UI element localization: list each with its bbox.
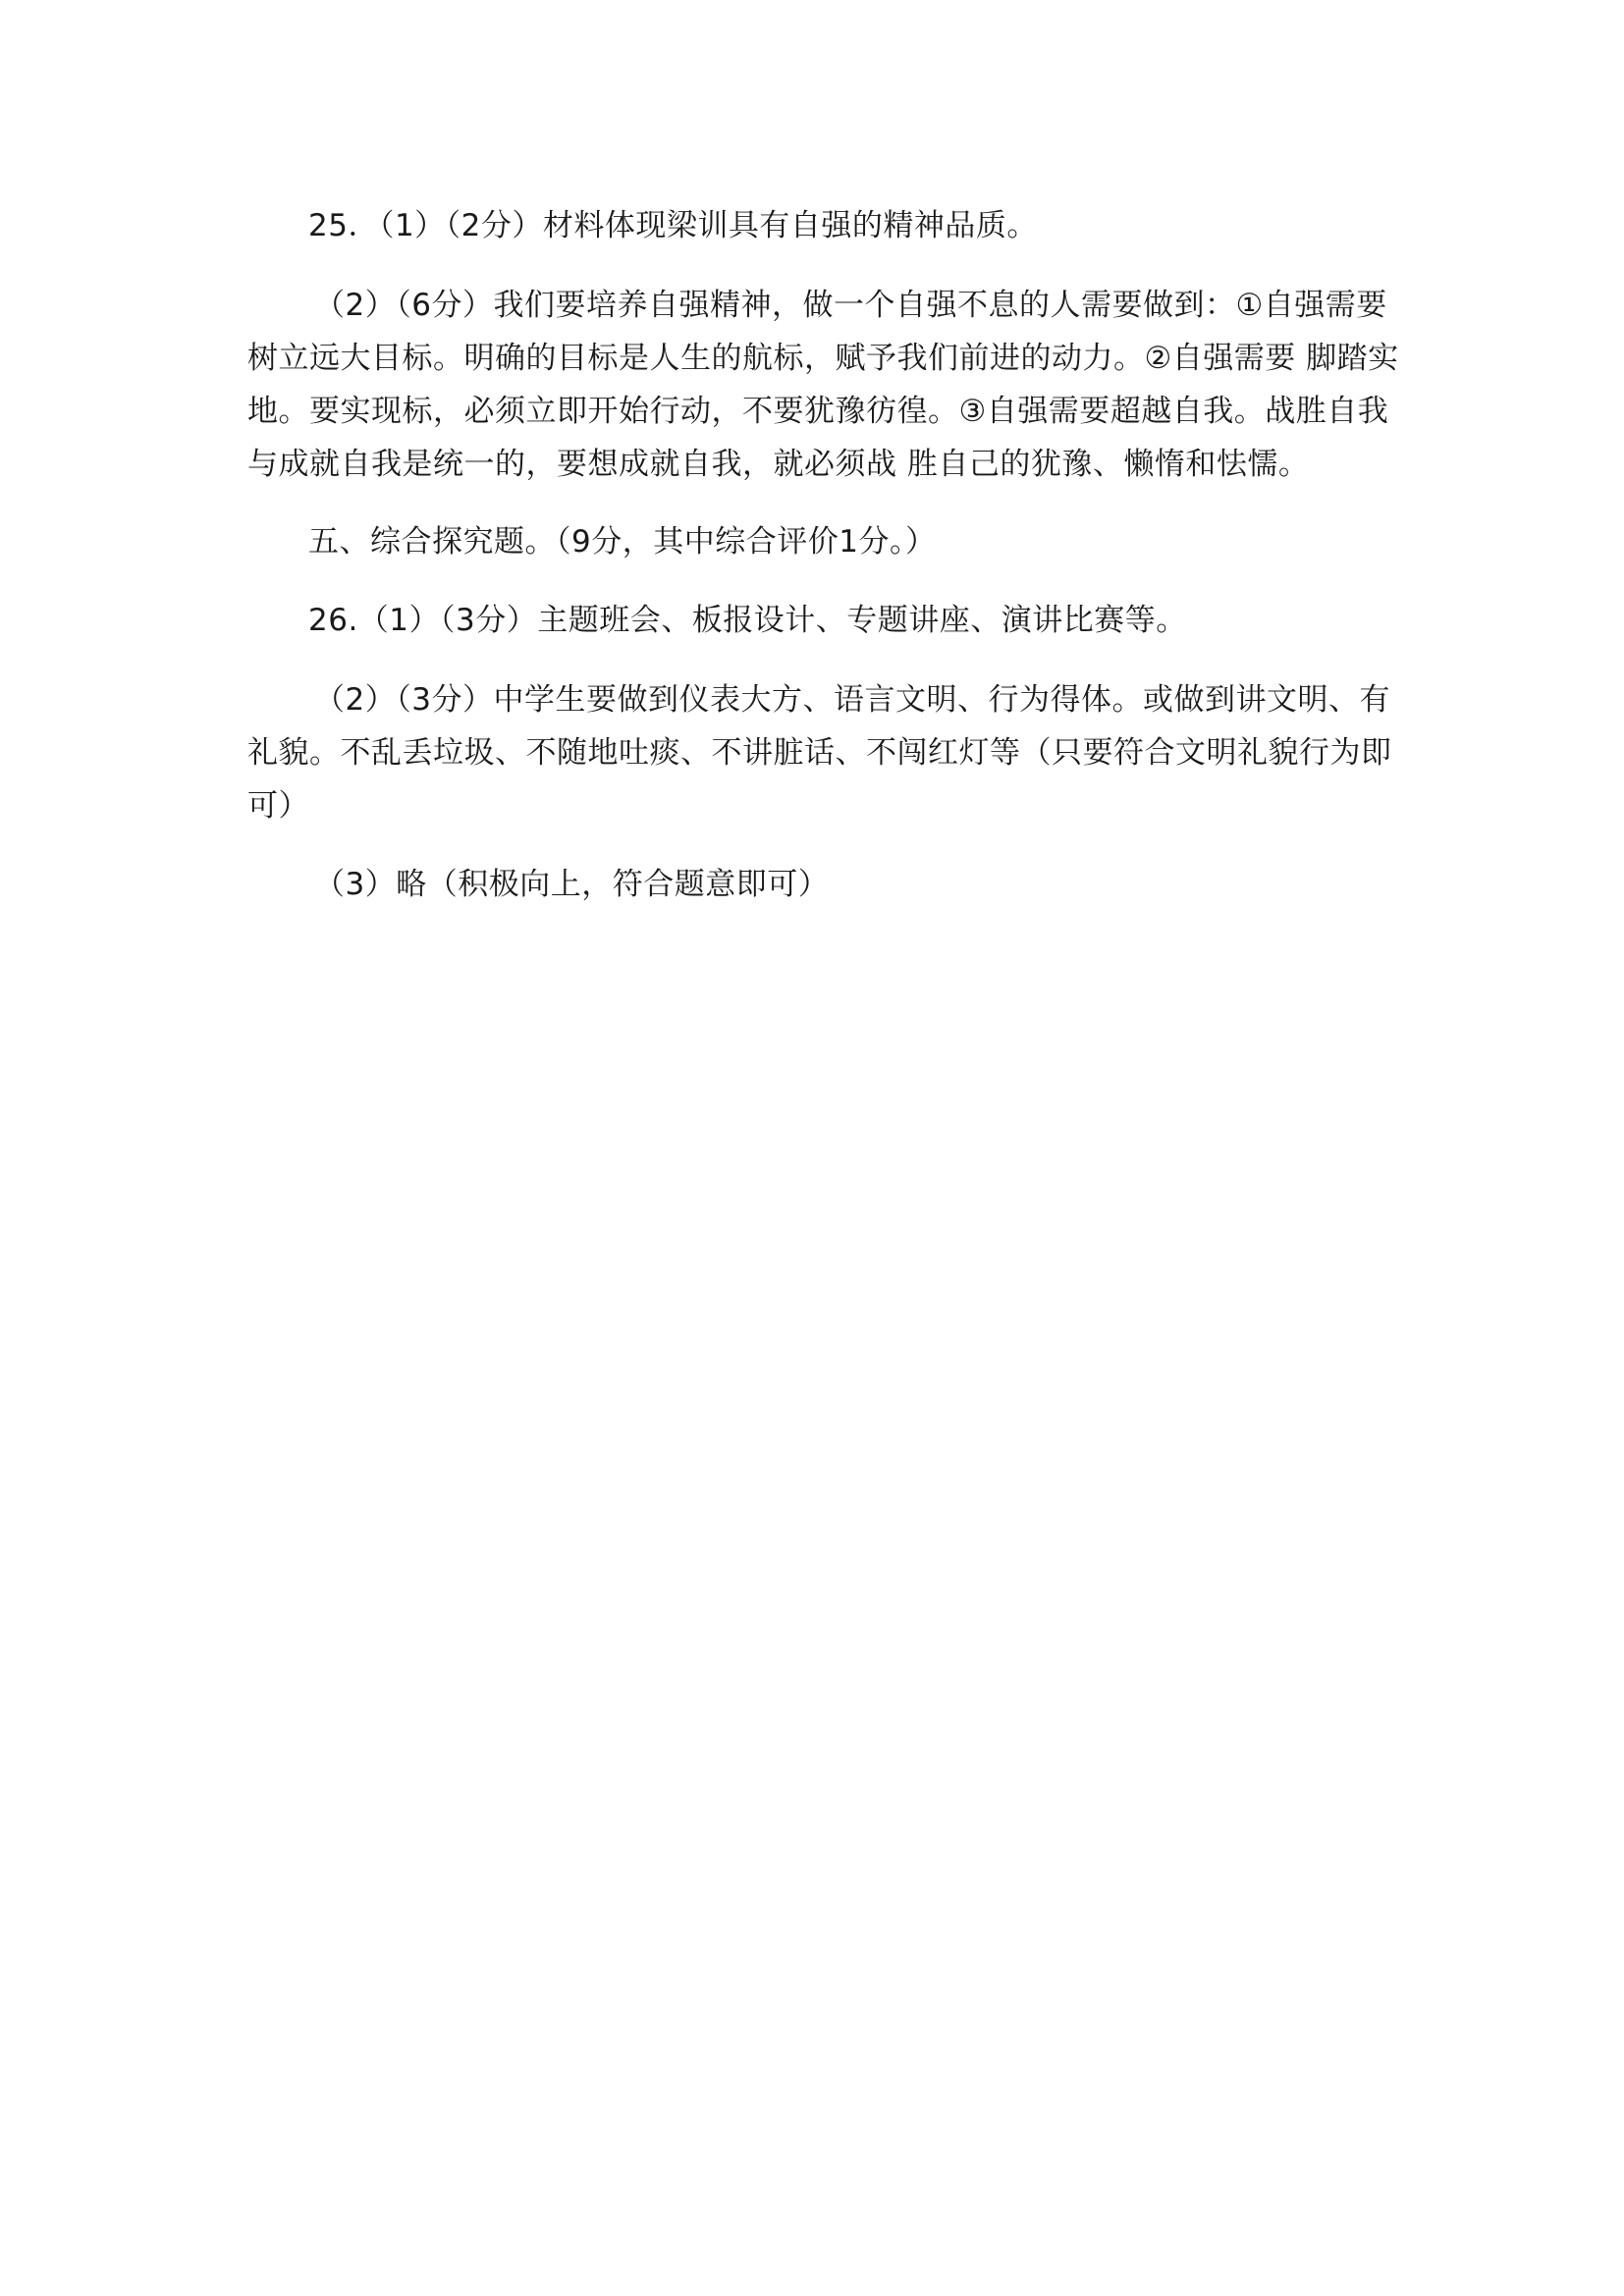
answer-26-part-1	[247, 594, 1447, 647]
text-line: 与成就自我是统一的，要想成就自我，就必须战 胜自己的犹豫、懒惰和怯懦。	[247, 447, 1310, 482]
text-line: 五、综合探究题。（9分，其中综合评价1分。）	[308, 524, 937, 560]
answer-25-part-1	[247, 199, 1447, 252]
text-line: 可）	[247, 788, 309, 824]
text-line: 26.（1）（3分）主题班会、板报设计、专题讲座、演讲比赛等。	[308, 603, 1187, 638]
answer-26-part-3	[247, 858, 1453, 911]
answer-26-part-2	[247, 673, 1392, 832]
section-5-heading	[247, 515, 1447, 568]
text-line: （2）（3分）中学生要做到仪表大方、语言文明、行为得体。或做到讲文明、有	[314, 682, 1390, 718]
text-line: 树立远大目标。明确的目标是人生的航标，赋予我们前进的动力。②自强需要 脚踏实	[247, 341, 1399, 376]
text-line: （3）略（积极向上，符合题意即可）	[314, 867, 830, 902]
text-line: 礼貌。不乱丢垃圾、不随地吐痰、不讲脏话、不闯红灯等（只要符合文明礼貌行为即	[247, 735, 1392, 771]
text-line: 地。要实现标，必须立即开始行动，不要犹豫彷徨。③自强需要超越自我。战胜自我	[247, 394, 1389, 429]
text-line: （2）（6分）我们要培养自强精神，做一个自强不息的人需要做到：①自强需要	[314, 288, 1387, 323]
text-line: 25．（1）（2分）材料体现梁训具有自强的精神品质。	[308, 208, 1038, 243]
answer-25-part-2	[247, 279, 1399, 491]
